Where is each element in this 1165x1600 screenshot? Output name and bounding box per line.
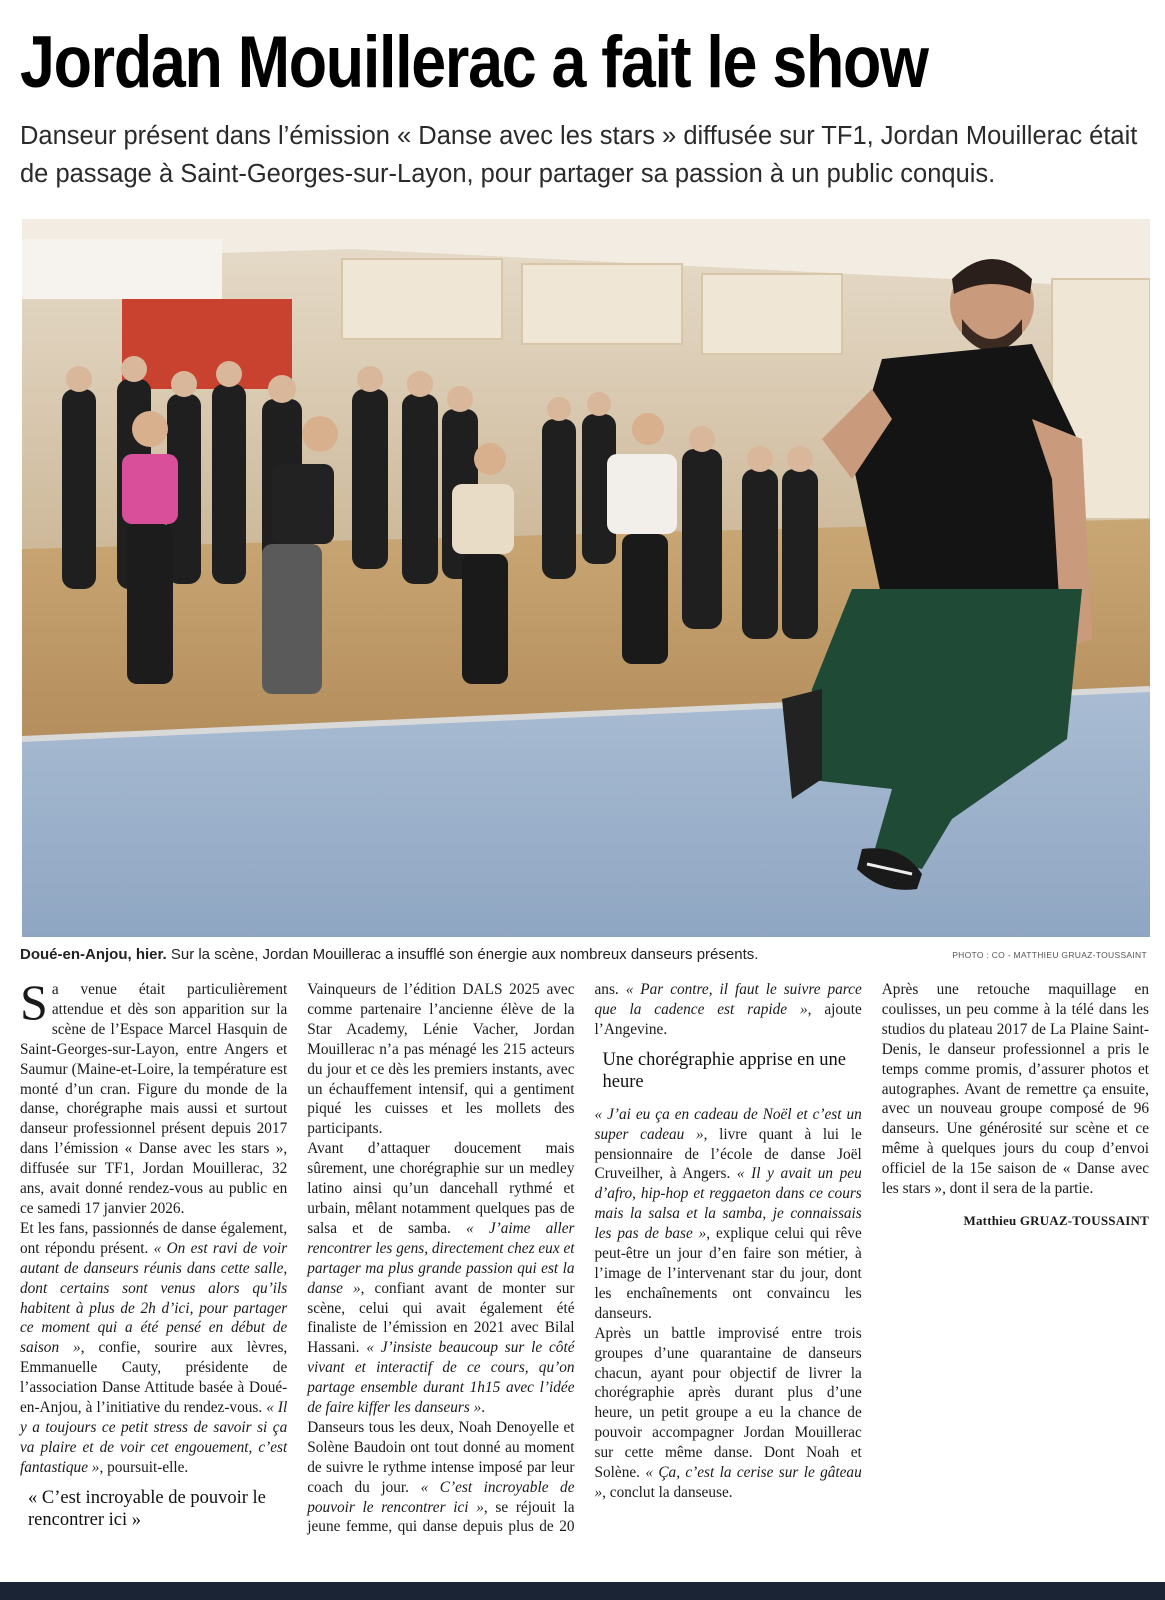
paragraph-5-text: Danseurs tous les deux, Noah Denoyelle et Solène Baudoin ont tout donné au moment de suivre le rythme intense imposé par leur coach du jour. — [307, 1418, 575, 1496]
paragraph-1: a venue était particulièrement attendue et dès son apparition sur la scène de l’Espace Marcel Hasquin de Saint-Georges-sur-Layon, entre Angers et Saumur (Maine-et-Loire, la température est monté d’un cran. Figure du monde de la danse, chorégraphe mais aussi et surtout danseur professionnel présent depuis 2017 dans l’émission « Danse avec les stars », diffusée sur TF1, Jordan Mouillerac, 32 ans, avait donné rendez-vous au public en ce samedi 17 janvier 2026. — [20, 981, 288, 1217]
quote: « J’ai eu ça en cadeau de Noël et c’est un super cadeau » — [594, 1105, 862, 1143]
paragraph-2-text: , confie, sourire aux lèvres, Emmanuelle Cauty, présidente de l’association Danse Attitude basée à Doué-en-Anjou, à l’initiative du rendez-vous. — [20, 1339, 288, 1417]
bottom-bar — [0, 1582, 1165, 1600]
paragraph-5-text: , se réjouit la jeune femme, qui danse depuis plus de 20 ans. — [307, 981, 626, 1536]
paragraph-3: Vainqueurs de l’édition DALS 2025 avec comme partenaire l’ancienne élève de la Star Academy, Lénie Vacher, Jordan Mouillerac n’a pas ménagé les 215 acteurs du jour et ce dès les premiers instants, avec un échauffement intensif, qui a gentiment piqué les cuisses et les mollets des participants. — [307, 981, 575, 1138]
paragraph-8: Après une retouche maquillage en coulisses, un peu comme à la télé dans les studios du plateau 2017 de La Plaine Saint-Denis, le danseur professionnel a pris le temps comme promis, d’assurer photos et autographes. Avant de remettre ça ensuite, avec un nouveau groupe composé de 96 danseurs. Une générosité sur scène et ce même à quelques jours du coup d’envoi officiel de la 15e saison de « Danse avec les stars », dont il sera de la partie. — [881, 981, 1149, 1198]
intertitle-2: Une chorégraphie apprise en une heure — [602, 1049, 846, 1092]
article-photo — [22, 219, 1150, 937]
paragraph-2-text: Et les fans, passionnés de danse également, ont répondu présent. — [20, 1219, 288, 1257]
paragraph-5-text: , ajoute l’Angevine. — [594, 1000, 862, 1038]
author-signature: Matthieu GRUAZ-TOUSSAINT — [963, 1212, 1149, 1228]
paragraph-7-text: Après un battle improvisé entre trois groupes d’une quarantaine de danseurs chacun, ayant pour objectif de livrer la chorégraphie après durant plus d’une heure, un petit groupe a eu la chance de pouvoir accompagner Jordan Mouillerac sur cette même danse. Dont Noah et Solène. — [594, 1324, 862, 1482]
quote: « C’est incroyable de pouvoir le rencontrer ici » — [307, 1478, 575, 1516]
paragraph-4-text: , confiant avant de monter sur scène, celui qui avait également été finaliste de l’émission en 2021 avec Bilal Hassani. — [307, 1279, 575, 1357]
quote: « J’aime aller rencontrer les gens, directement chez eux et partager ma plus grande passion qui est la danse » — [307, 1219, 575, 1297]
caption-text: Sur la scène, Jordan Mouillerac a insufflé son énergie aux nombreux danseurs présents. — [170, 946, 759, 963]
paragraph-4-text: . — [481, 1399, 486, 1417]
drop-cap: S — [20, 974, 48, 1030]
quote: « On est ravi de voir autant de danseurs réunis dans cette salle, dont certains sont venus alors qu’ils habitent à plus de 2h d’ici, pour partager ce moment qui a été pensé en début de saison » — [20, 1239, 288, 1357]
photo-credit: PHOTO : CO - MATTHIEU GRUAZ-TOUSSAINT — [952, 950, 1147, 960]
intertitle-1: « C’est incroyable de pouvoir le rencontrer ici » — [28, 1487, 266, 1530]
quote: « Ça, c’est la cerise sur le gâteau » — [594, 1464, 862, 1501]
paragraph-6-text: , livre quant à lui le pensionnaire de l’école de danse Joël Cruveilher, à Angers. — [594, 1125, 862, 1183]
paragraph-7-text: , conclut la danseuse. — [602, 1483, 733, 1501]
quote: « Il y avait un peu d’afro, hip-hop et reggaeton dans ce cours mais la salsa et la samba, je connaissais les pas de base » — [594, 1165, 862, 1243]
article-column-1 — [20, 974, 1149, 1540]
caption-place: Doué-en-Anjou, hier. — [20, 946, 167, 963]
paragraph-6-text: , explique celui qui rêve peut-être un jour d’en faire son métier, à l’image de l’intervenant star du jour, dont les enchaînements ont convaincu les danseurs. — [594, 1225, 862, 1322]
photo-caption — [20, 945, 920, 965]
headline: Jordan Mouillerac a fait le show — [20, 22, 928, 103]
paragraph-2-text: , poursuit-elle. — [99, 1458, 189, 1476]
quote: « Par contre, il faut le suivre parce que la cadence est rapide » — [594, 981, 862, 1018]
quote: « Il y a toujours ce petit stress de savoir si ça va plaire et de voir cet engouement, c’est fantastique » — [20, 1399, 288, 1476]
subtitle: Danseur présent dans l’émission « Danse avec les stars » diffusée sur TF1, Jordan Mouillerac était de passage à Saint-Georges-sur-Layon, pour partager sa passion à un public conquis. — [20, 122, 1138, 188]
quote: « J’insiste beaucoup sur le côté vivant et interactif de ce cours, qu’on partage ensemble durant 1h15 avec l’idée de faire kiffer les danseurs » — [307, 1339, 575, 1417]
paragraph-4-text: Avant d’attaquer doucement mais sûrement, une chorégraphie sur un medley latino ainsi qu’un dancehall rythmé et urbain, mêlant notamment quelques pas de salsa et de samba. — [307, 1140, 575, 1237]
